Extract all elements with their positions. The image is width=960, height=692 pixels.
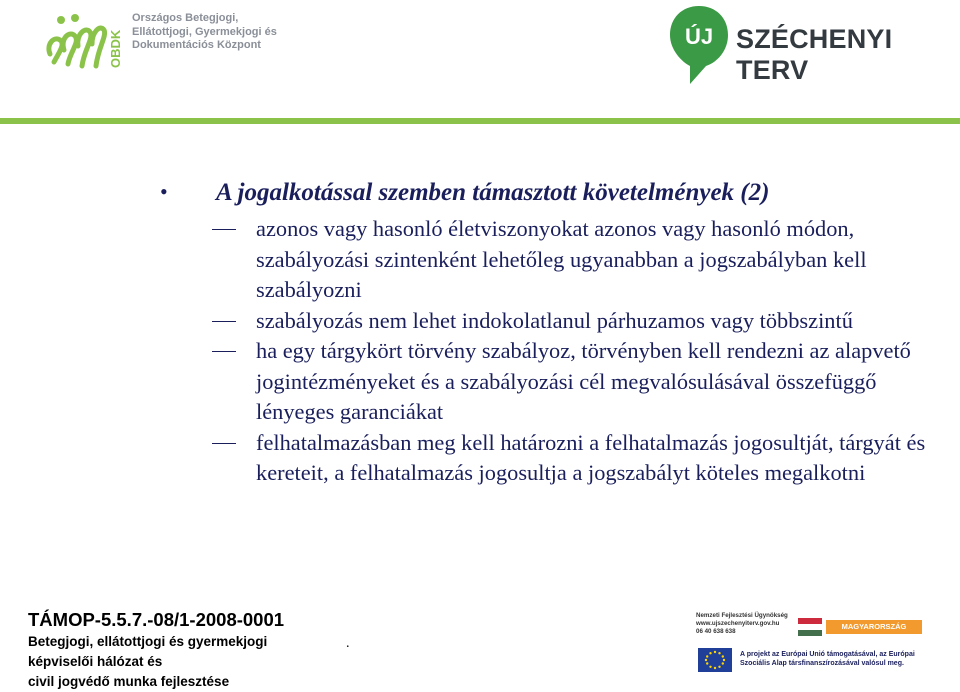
- nfu-line: www.ujszechenyiterv.gov.hu: [696, 620, 780, 627]
- eu-funding-text: A projekt az Európai Unió támogatásával, az Európai Szociális Alap társfinanszírozásával valósul meg.: [740, 651, 915, 667]
- obdk-vertical-text: [107, 10, 125, 72]
- list-item-text: szabályozás nem lehet indokolatlanul párhuzamos vagy többszintű: [256, 307, 853, 333]
- list-item-text: ha egy tárgykört törvény szabályoz, törvényben kell rendezni az alapvető jogintézményeket és a szabályozási cél megvalósulásával összefüggő lényeges garanciákat: [256, 338, 911, 424]
- list-item: [160, 306, 930, 337]
- list-item: [160, 428, 930, 489]
- dash-icon: [212, 321, 236, 322]
- obdk-org-name: [132, 12, 277, 53]
- svg-text:OBDK: OBDK: [108, 29, 123, 68]
- svg-text:ÚJ: ÚJ: [684, 24, 714, 49]
- project-code: TÁMOP-5.5.7.-08/1-2008-0001: [28, 609, 285, 630]
- dash-icon: [212, 351, 236, 352]
- list-item-text: felhatalmazásban meg kell határozni a felhatalmazás jogosultját, tárgyát és kereteit, a felhatalmazás jogosultja a jogszabályt köteles megalkotni: [256, 429, 926, 485]
- slide-body: [160, 174, 930, 485]
- bullet-icon: •: [160, 179, 168, 204]
- slide-heading: A jogalkotással szemben támasztott követelmények (2): [216, 179, 770, 206]
- hungary-flag-icon: [798, 618, 822, 636]
- nfu-line: 06 40 638 638: [696, 628, 736, 635]
- project-line: civil jogvédő munka fejlesztése: [28, 674, 230, 689]
- project-line: képviselői hálózat és: [28, 654, 163, 669]
- dash-icon: [212, 443, 236, 444]
- heading-row: [160, 174, 930, 210]
- list-item-text: azonos vagy hasonló életviszonyokat azonos vagy hasonló módon, szabályozási szintenként lehetőleg ugyanabban a jogszabályban kell szabályozni: [256, 216, 867, 302]
- footer-dot: .: [346, 636, 350, 651]
- bullet-list: [160, 214, 930, 489]
- header-divider: [0, 118, 960, 124]
- funding-banner: [686, 606, 932, 682]
- footer-project-info: [28, 608, 284, 692]
- list-item: [160, 336, 930, 428]
- hu-banner: MAGYARORSZÁG MEGÚJUL: [826, 620, 922, 634]
- dash-icon: [212, 229, 236, 230]
- project-line: Betegjogi, ellátottjogi és gyermekjogi: [28, 634, 268, 649]
- szechenyi-terv-title: SZÉCHENYI TERV: [736, 24, 893, 85]
- nfu-line: Nemzeti Fejlesztési Ügynökség: [696, 612, 788, 619]
- obdk-org-line: Dokumentációs Központ: [132, 39, 261, 51]
- list-item: [160, 214, 930, 306]
- eu-flag-icon: [698, 648, 732, 672]
- szechenyi-terv-logo-icon: [668, 4, 730, 86]
- obdk-org-line: Országos Betegjogi,: [132, 12, 239, 24]
- nfu-info: [696, 612, 788, 636]
- slide-header: [0, 0, 960, 122]
- obdk-org-line: Ellátottjogi, Gyermekjogi és: [132, 25, 277, 38]
